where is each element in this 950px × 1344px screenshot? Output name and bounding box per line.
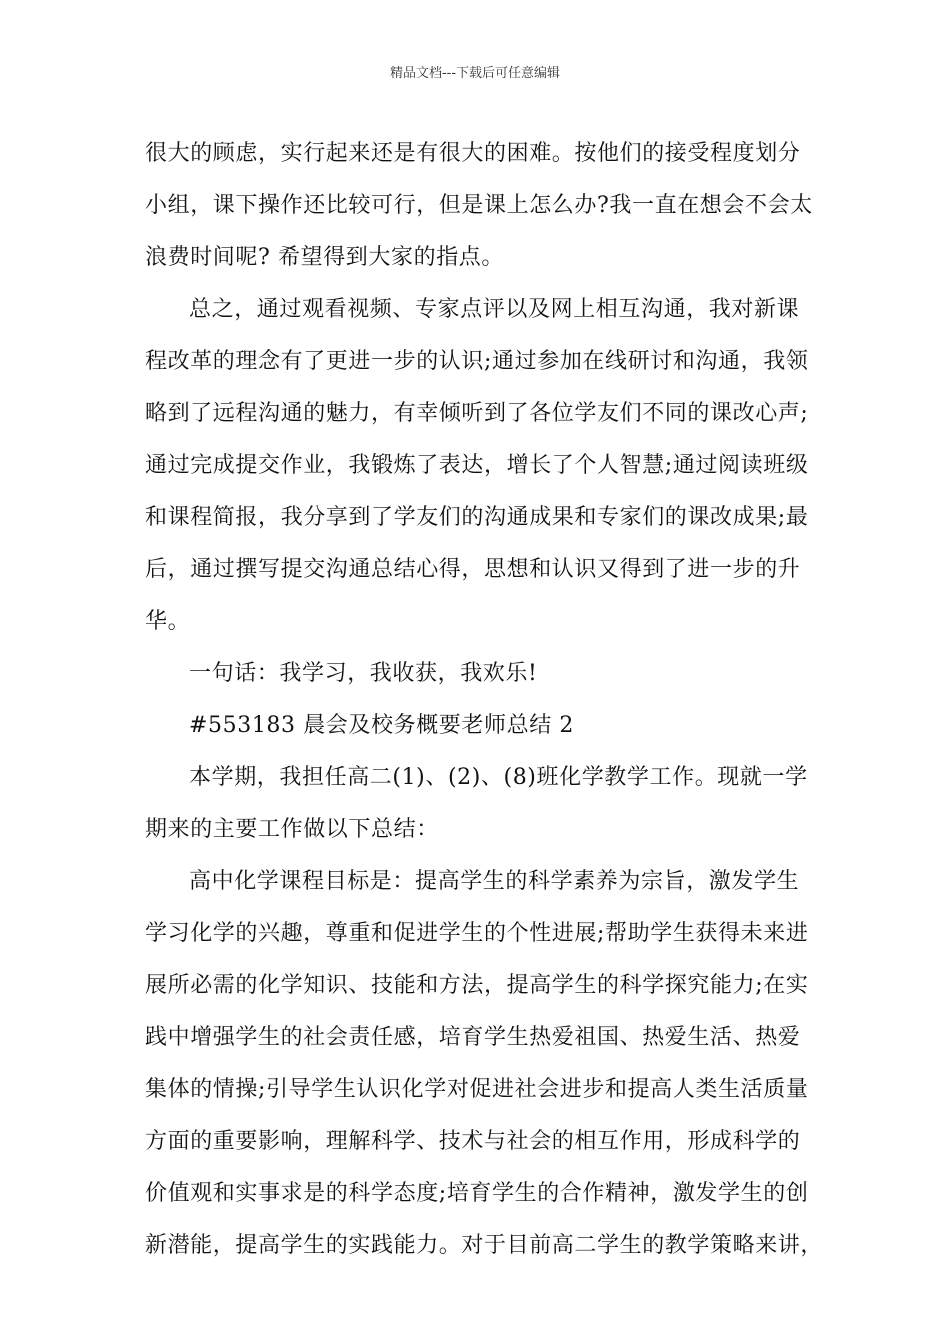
text-line: 展所必需的化学知识、技能和方法，提高学生的科学探究能力;在实 (145, 973, 809, 998)
text-line: 践中增强学生的社会责任感，培育学生热爱祖国、热爱生活、热爱 (145, 1025, 801, 1050)
paragraph (145, 128, 835, 284)
text-line: 华。 (145, 609, 191, 634)
text-line: 期来的主要工作做以下总结： (145, 817, 439, 842)
text-line: 高中化学课程目标是：提高学生的科学素养为宗旨，激发学生 (189, 869, 800, 894)
paragraph (145, 284, 835, 648)
text-line: 一句话：我学习，我收获，我欢乐! (189, 661, 538, 686)
paragraph (145, 752, 835, 856)
text-line: 方面的重要影响，理解科学、技术与社会的相互作用，形成科学的 (145, 1129, 801, 1154)
text-line: #553183 晨会及校务概要老师总结 2 (189, 713, 575, 738)
text-line: 小组，课下操作还比较可行，但是课上怎么办?我一直在想会不会太 (145, 193, 813, 218)
document-body (145, 128, 835, 1272)
text-line: 本学期，我担任高二(1)、(2)、(8)班化学教学工作。现就一学 (189, 765, 808, 790)
text-line: 很大的顾虑，实行起来还是有很大的困难。按他们的接受程度划分 (145, 141, 801, 166)
text-line: 通过完成提交作业，我锻炼了表达，增长了个人智慧;通过阅读班级 (145, 453, 809, 478)
paragraph (145, 648, 835, 700)
section-heading (145, 700, 835, 752)
text-line: 价值观和实事求是的科学态度;培育学生的合作精神，激发学生的创 (145, 1181, 809, 1206)
text-line: 浪费时间呢? 希望得到大家的指点。 (145, 245, 504, 270)
text-line: 学习化学的兴趣，尊重和促进学生的个性进展;帮助学生获得未来进 (145, 921, 809, 946)
text-line: 集体的情操;引导学生认识化学对促进社会进步和提高人类生活质量 (145, 1077, 809, 1102)
text-line: 新潜能，提高学生的实践能力。对于目前高二学生的教学策略来讲， (145, 1233, 824, 1258)
text-line: 总之，通过观看视频、专家点评以及网上相互沟通，我对新课 (189, 297, 800, 322)
text-line: 和课程简报，我分享到了学友们的沟通成果和专家们的课改成果;最 (145, 505, 809, 530)
text-line: 略到了远程沟通的魅力，有幸倾听到了各位学友们不同的课改心声; (145, 401, 809, 426)
page-header: 精品文档---下载后可任意编辑 (389, 66, 561, 81)
text-line: 后，通过撰写提交沟通总结心得，思想和认识又得到了进一步的升 (145, 557, 801, 582)
text-line: 程改革的理念有了更进一步的认识;通过参加在线研讨和沟通，我领 (145, 349, 809, 374)
paragraph (145, 856, 835, 1272)
